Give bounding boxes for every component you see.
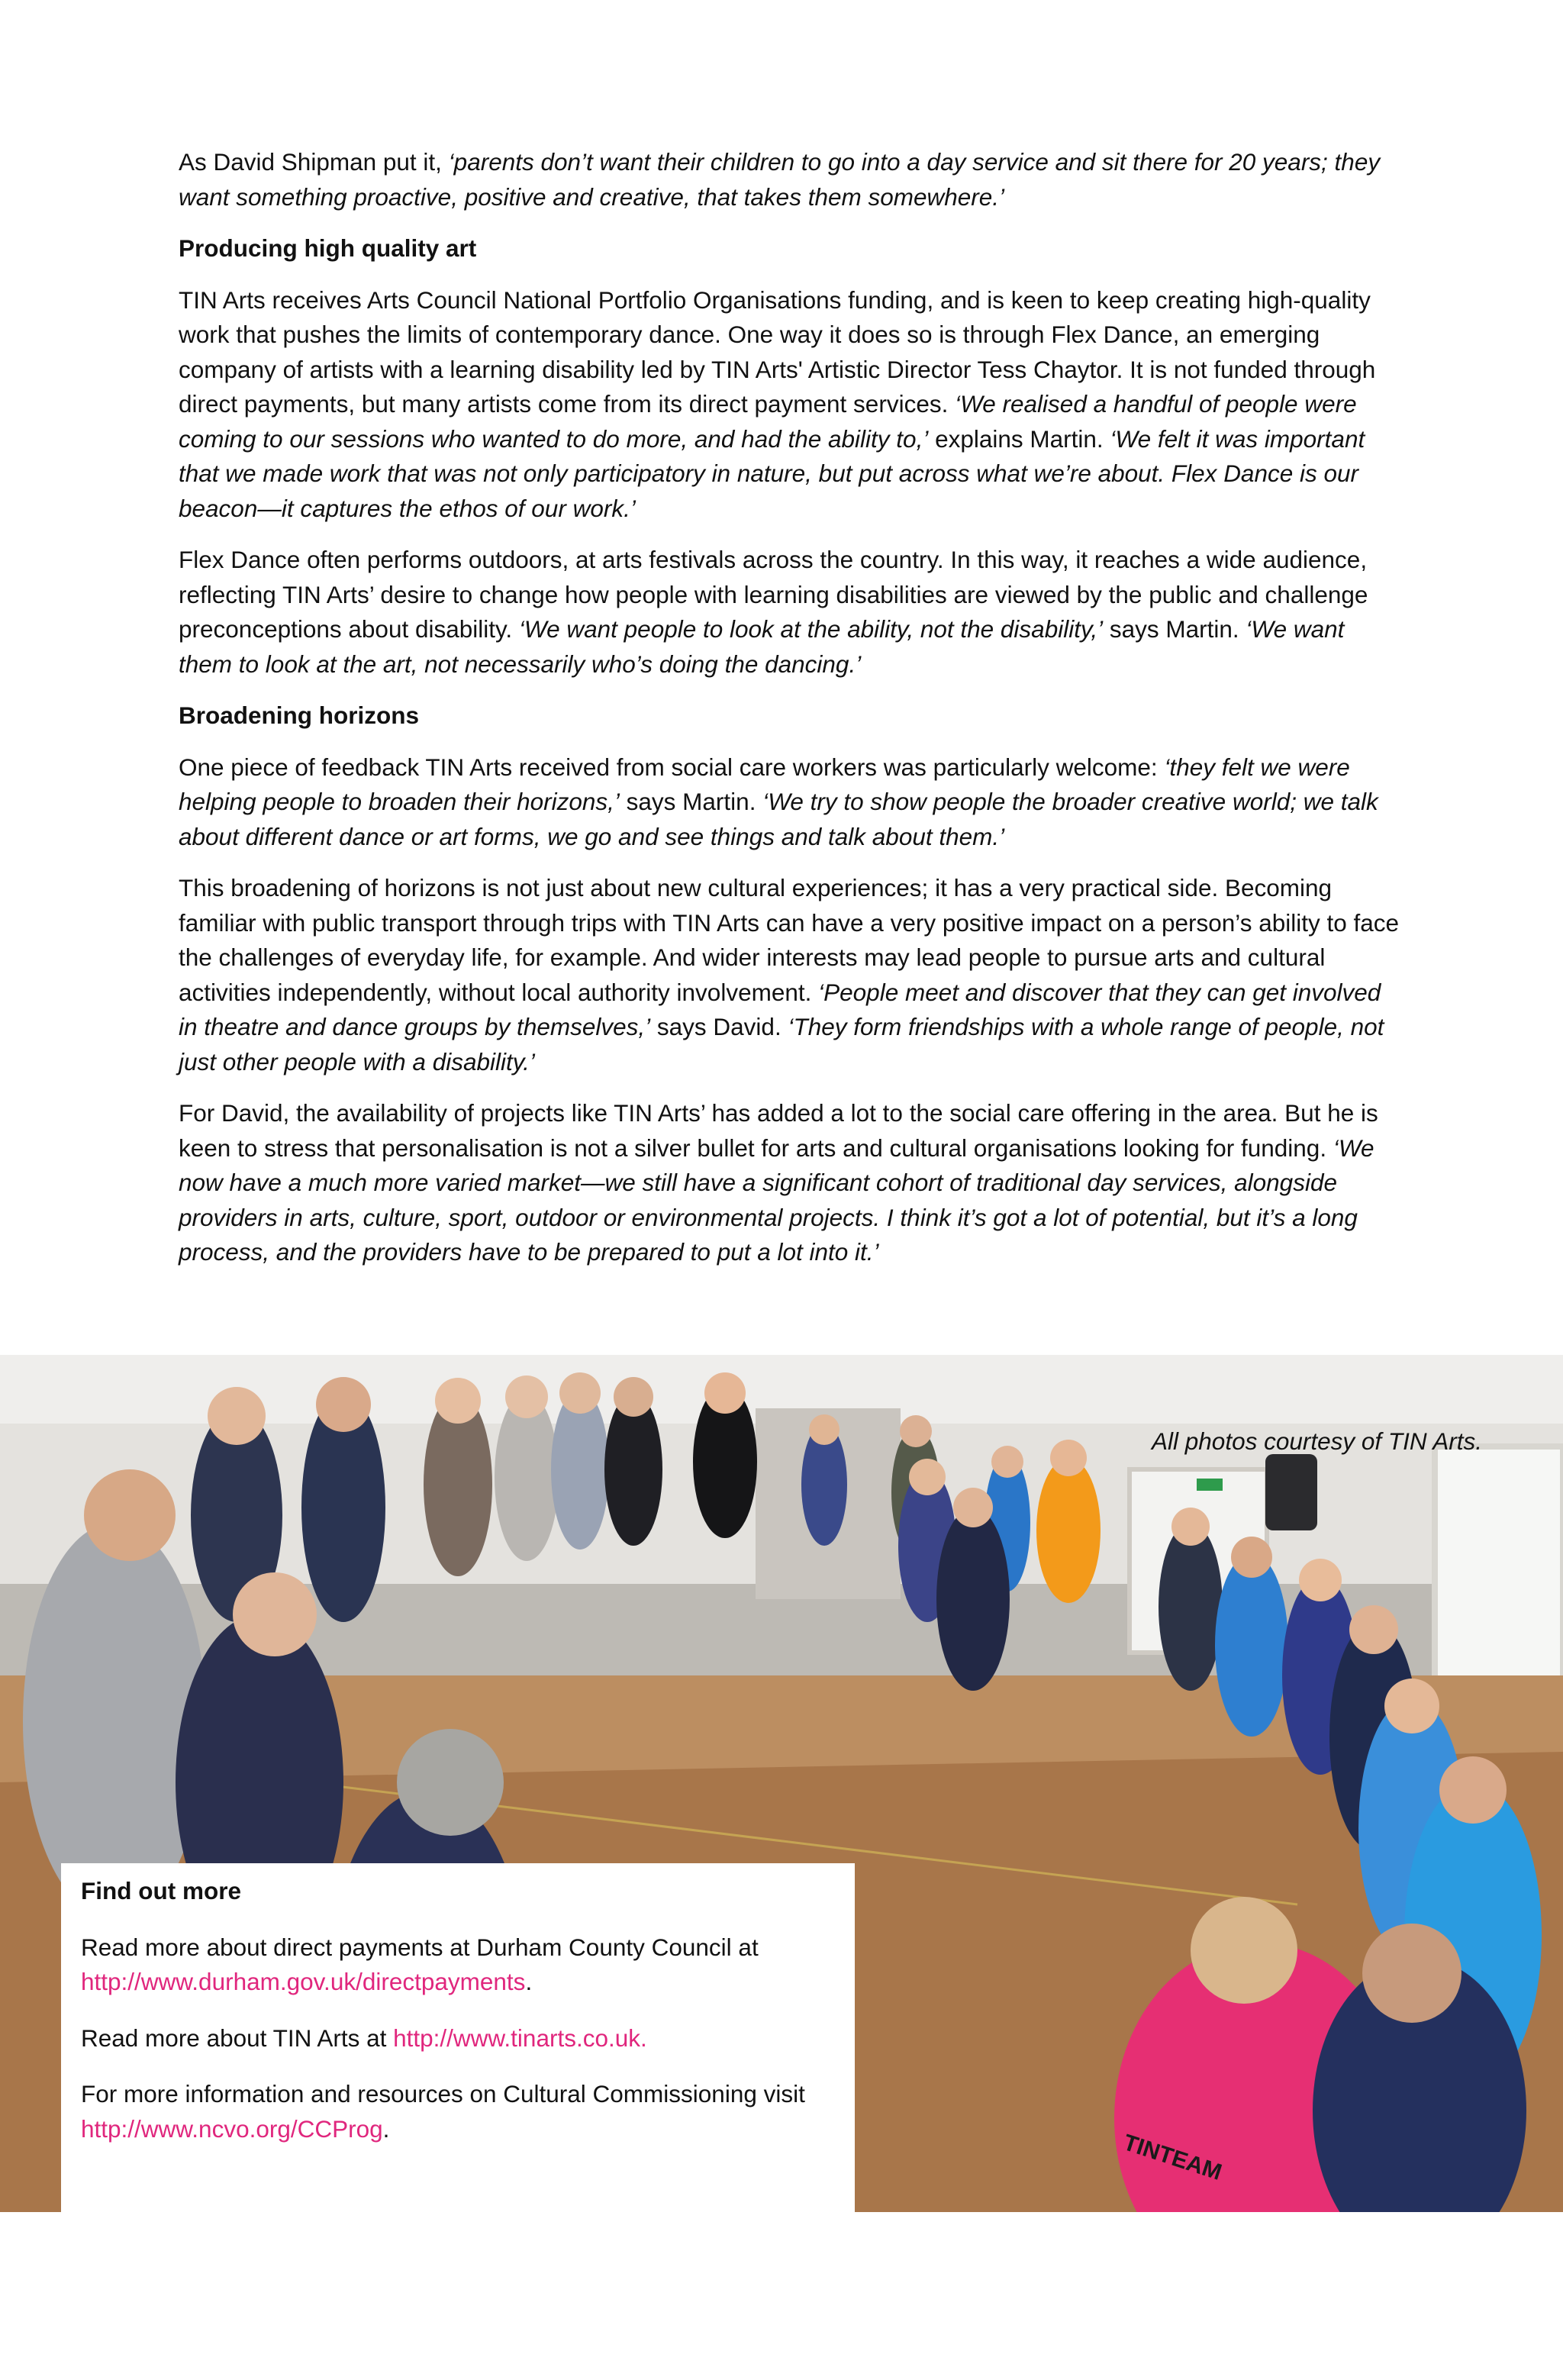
paragraph-art-2: Flex Dance often performs outdoors, at arts festivals across the country. In this way, it reaches a wide audience, reflecting TIN Arts’ desire to change how people with learning disabilities are viewed by the public and challenge preconceptions about disability. ‘We want people to look at the ability, not the disability,’ says Martin. ‘We want them to look at the art, not necessarily who’s doing the dancing.’ [179, 546, 1368, 678]
tinarts-link[interactable]: http://www.tinarts.co.uk. [393, 2024, 647, 2052]
paragraph-art-1: TIN Arts receives Arts Council National Portfolio Organisations funding, and is keen to keep creating high-quality work that pushes the limits of contemporary dance. One way it does so is through Flex Dance, an emerging company of artists with a learning disability led by TIN Arts' Artistic Director Tess Chaytor. It is not funded through direct payments, but many artists come from its direct payment services. ‘We realised a handful of people were coming to our sessions who wanted to do more, and had the ability to,’ explains Martin. ‘We felt it was important that we made work that was not only participatory in nature, but put across what we’re about. Flex Dance is our beacon—it captures the ethos of our work.’ [179, 285, 1376, 522]
exit-sign [1197, 1479, 1223, 1491]
find-out-more-item-tinarts: Read more about TIN Arts at http://www.tinarts.co.uk. [81, 2024, 647, 2052]
window [1435, 1446, 1563, 1698]
paragraph-horizons-3: For David, the availability of projects like TIN Arts’ has added a lot to the social care offering in the area. But he is keen to stress that personalisation is not a silver bullet for arts and cultural organisations looking for funding. ‘We now have a much more varied market—we still have a significant cohort of traditional day services, alongside providers in arts, culture, sport, outdoor or environmental projects. I think it’s got a lot of potential, but it’s a long process, and the providers have to be prepared to put a lot into it.’ [179, 1099, 1378, 1266]
speaker-icon [1265, 1454, 1317, 1530]
find-out-more-box [61, 1863, 855, 2380]
section-heading-horizons: Broadening horizons [179, 701, 419, 729]
shirt-logo: TINTEAM [1120, 2130, 1225, 2185]
section-heading-art: Producing high quality art [179, 234, 477, 262]
durham-direct-payments-link[interactable]: http://www.durham.gov.uk/directpayments [81, 1968, 526, 1995]
lead-dancer [936, 1508, 1010, 1691]
find-out-more-item-durham: Read more about direct payments at Durham County Council at http://www.durham.gov.uk/directpayments. [81, 1933, 759, 1995]
intro-paragraph: As David Shipman put it, ‘parents don’t want their children to go into a day service and sit there for 20 years; they want something proactive, positive and creative, that takes them somewhere.’ [179, 148, 1381, 211]
photo-credit: All photos courtesy of TIN Arts. [1152, 1427, 1482, 1455]
paragraph-horizons-1: One piece of feedback TIN Arts received from social care workers was particularly welcome: ‘they felt we were helping people to broaden their horizons,’ says Martin. ‘We try to show people the broader creative world; we talk about different dance or art forms, we go and see things and talk about them.’ [179, 753, 1378, 850]
ncvo-ccprog-link[interactable]: http://www.ncvo.org/CCProg [81, 2114, 383, 2143]
intro-quote: ‘parents don’t want their children to go into a day service and sit there for 20 years; they want something proactive, positive and creative, that takes them somewhere.’ [179, 148, 1381, 211]
paragraph-horizons-2: This broadening of horizons is not just about new cultural experiences; it has a very practical side. Becoming familiar with public transport through trips with TIN Arts can have a very positive impact on a person’s ability to face the challenges of everyday life, for example. And wider interests may lead people to pursue arts and cultural activities independently, without local authority involvement. ‘People meet and discover that they can get involved in theatre and dance groups by themselves,’ says David. ‘They form friendships with a whole range of people, not just other people with a disability.’ [179, 874, 1400, 1076]
article-body [179, 145, 1400, 1287]
find-out-more-heading: Find out more [81, 1877, 241, 1904]
find-out-more-item-ncvo: For more information and resources on Cultural Commissioning visit http://www.ncvo.org/CCProg. [81, 2080, 805, 2143]
